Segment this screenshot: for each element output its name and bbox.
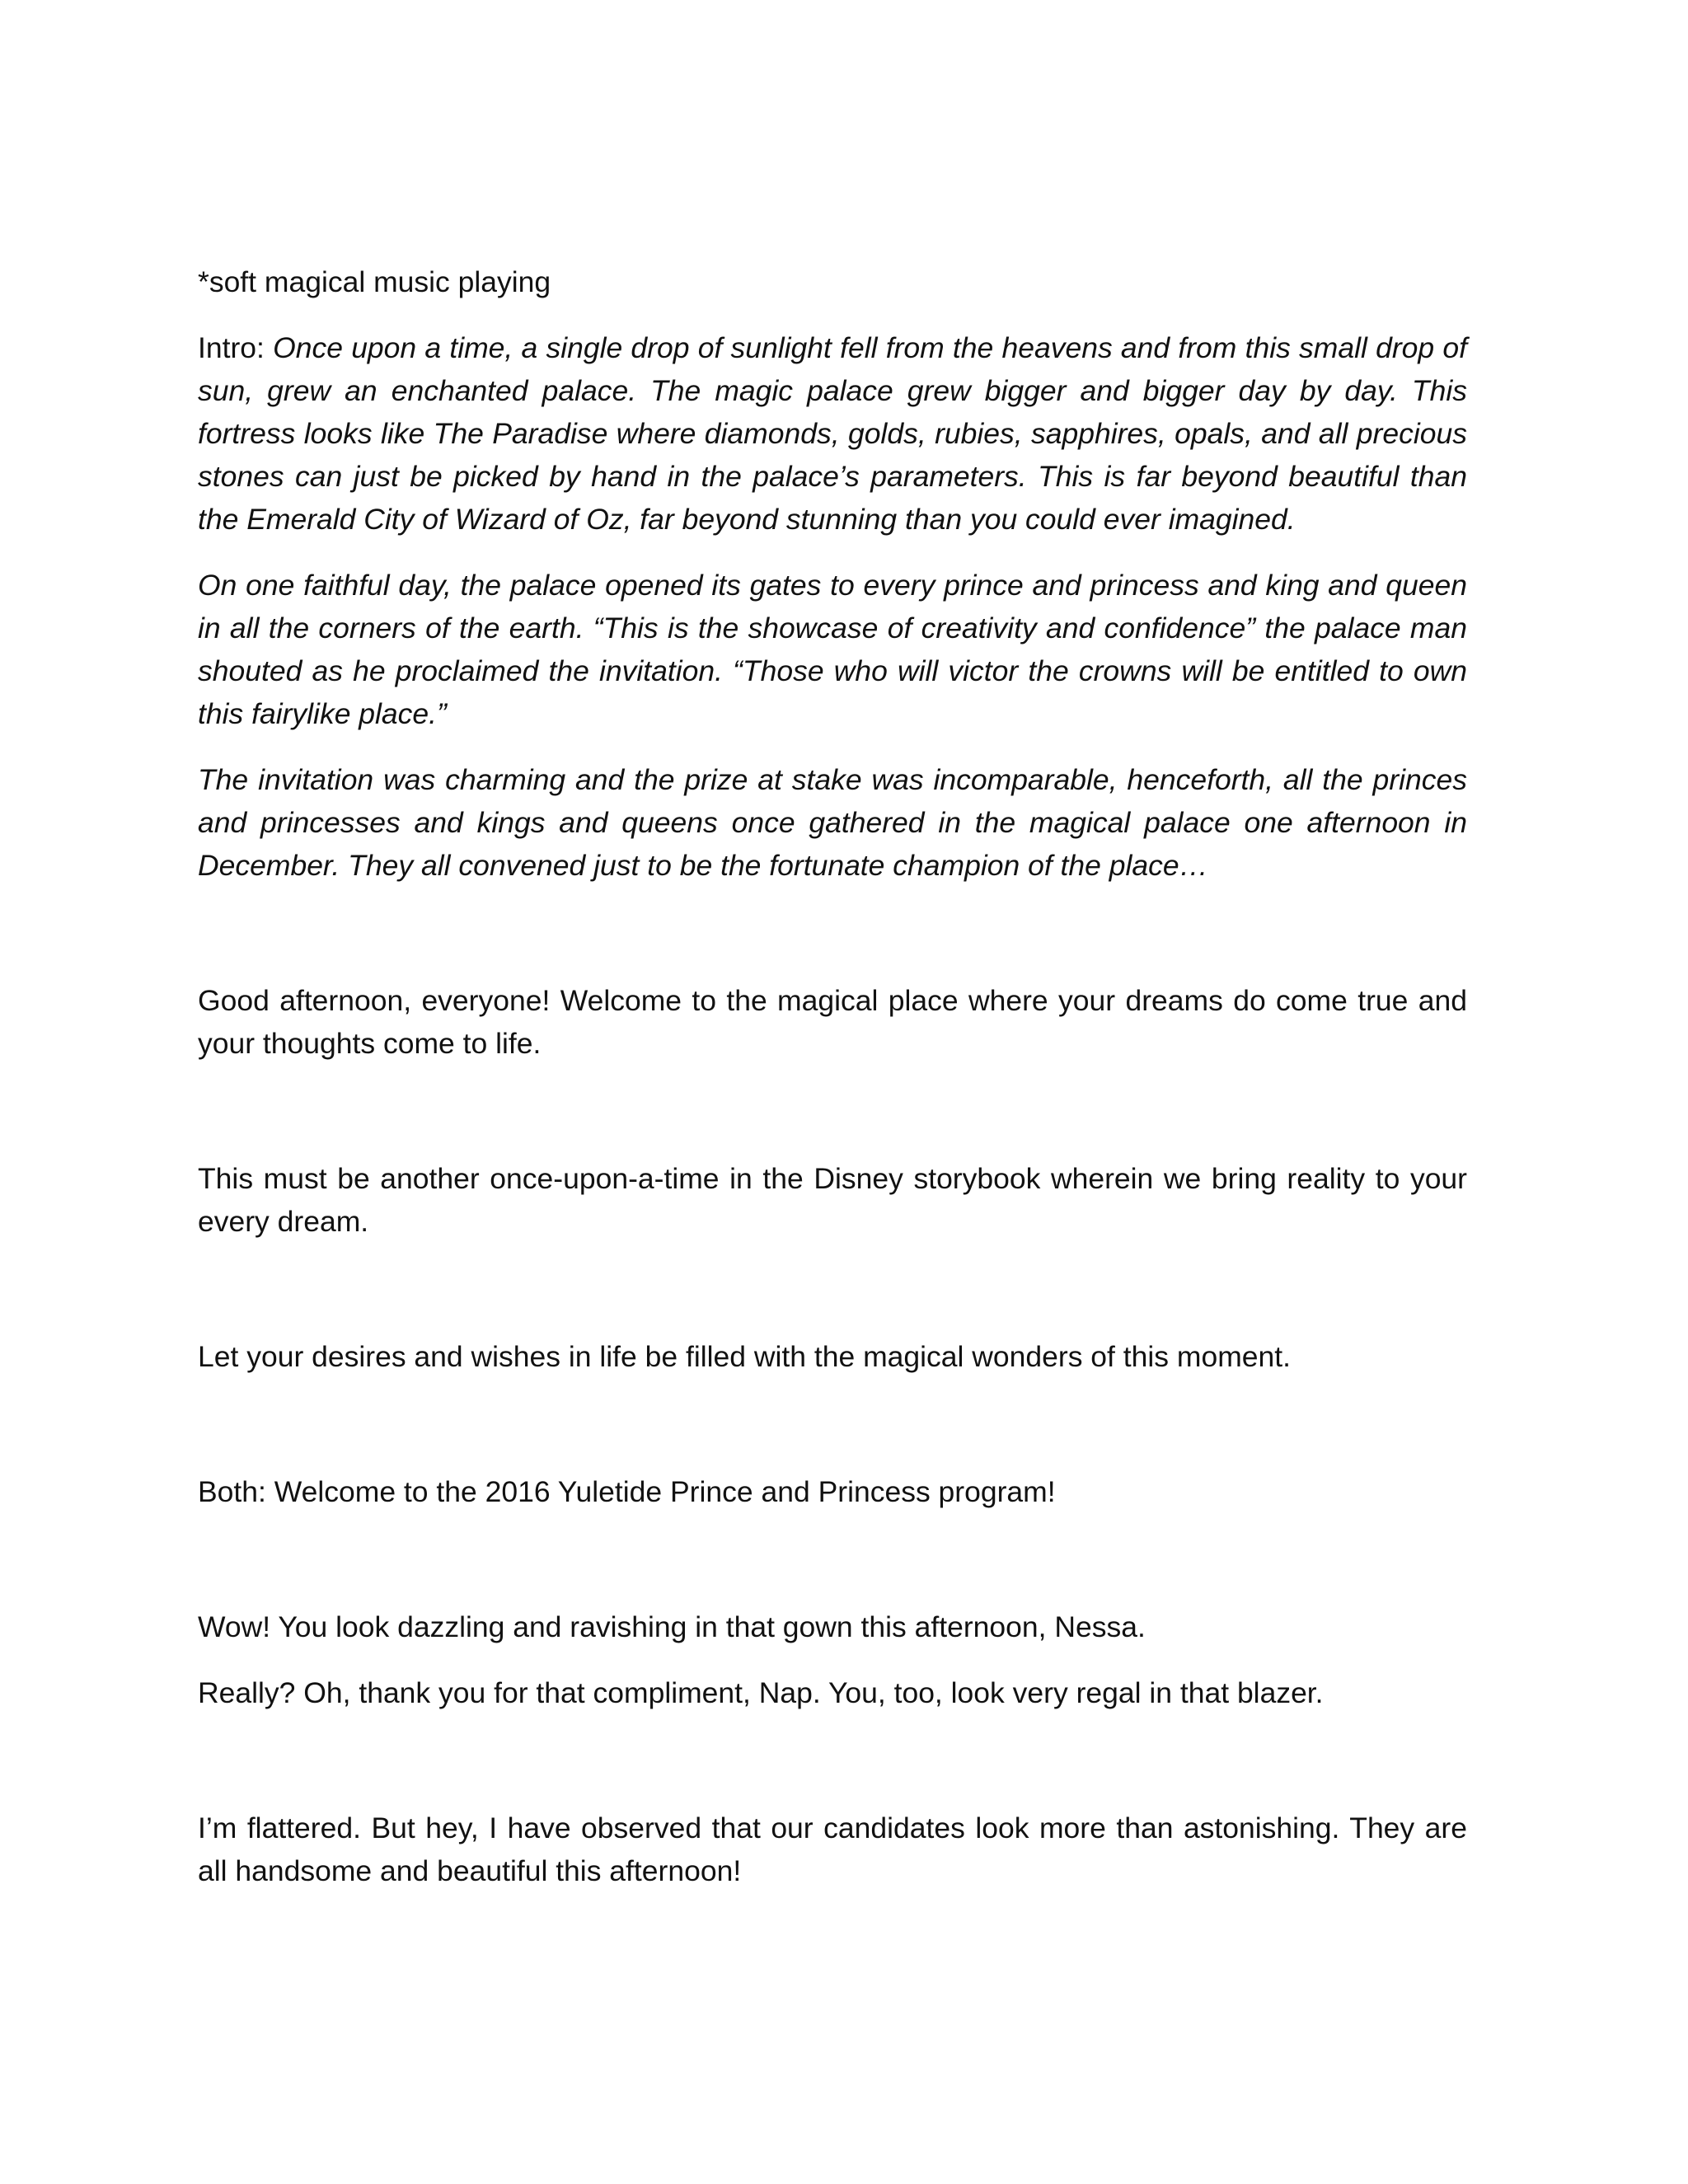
stage-direction: *soft magical music playing — [198, 265, 551, 298]
line-storybook: This must be another once-upon-a-time in the Disney storybook wherein we bring reality to your every dream. — [198, 1162, 1467, 1238]
line-really: Really? Oh, thank you for that compliment, Nap. You, too, look very regal in that blazer. — [198, 1676, 1324, 1709]
line-flattered: I’m flattered. But hey, I have observed that our candidates look more than astonishing. They are all handsome and beautiful this afternoon! — [198, 1811, 1467, 1887]
line-desires: Let your desires and wishes in life be filled with the magical wonders of this moment. — [198, 1340, 1291, 1373]
intro-paragraph-2: On one faithful day, the palace opened its gates to every prince and princess and king and queen in all the corners of the earth. “This is the showcase of creativity and confidence” the palace man shouted as he proclaimed the invitation. “Those who will victor the crowns will be entitled to own this fairylike place.” — [198, 569, 1467, 730]
line-welcome: Good afternoon, everyone! Welcome to the magical place where your dreams do come true and your thoughts come to life. — [198, 984, 1467, 1060]
intro-text-1: Once upon a time, a single drop of sunlight fell from the heavens and from this small drop of sun, grew an enchanted palace. The magic palace grew bigger and bigger day by day. This fortress looks like The Paradise where diamonds, golds, rubies, sapphires, opals, and all precious stones can just be picked by hand in the palace’s parameters. This is far beyond beautiful than the Emerald City of Wizard of Oz, far beyond stunning than you could ever imagined. — [198, 331, 1467, 536]
line-wow: Wow! You look dazzling and ravishing in that gown this afternoon, Nessa. — [198, 1610, 1146, 1643]
line-both: Both: Welcome to the 2016 Yuletide Prince and Princess program! — [198, 1475, 1056, 1508]
script-body — [198, 260, 1467, 1892]
intro-paragraph-3: The invitation was charming and the prize at stake was incomparable, henceforth, all the princes and princesses and kings and queens once gathered in the magical palace one afternoon in December. They all convened just to be the fortunate champion of the place… — [198, 763, 1467, 882]
intro-paragraph-1 — [198, 326, 1467, 541]
intro-label: Intro: — [198, 331, 265, 364]
